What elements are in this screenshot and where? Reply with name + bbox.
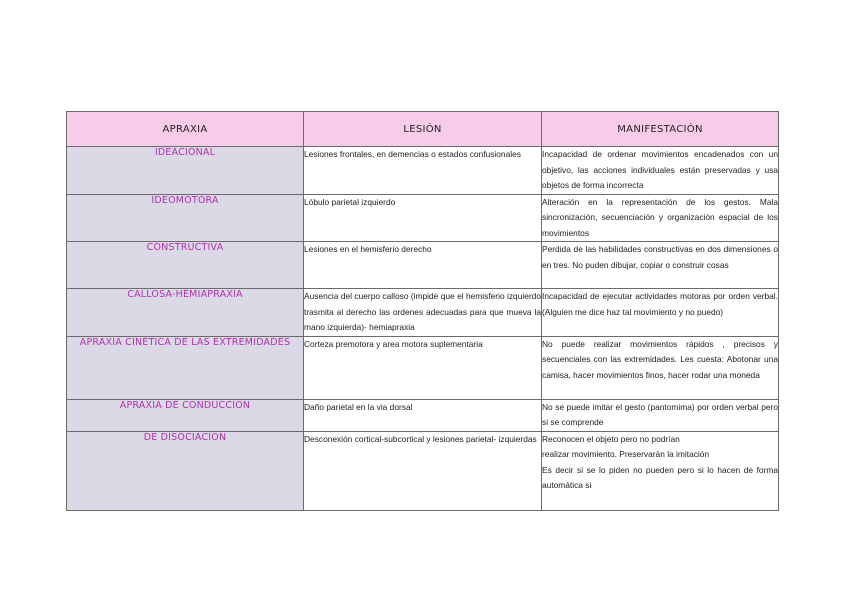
apraxia-type-cell: CALLOSA-HEMIAPRAXIA xyxy=(67,289,304,337)
header-apraxia: APRAXIA xyxy=(67,112,304,147)
manifestacion-line: realizar movimiento. Preservarán la imitación xyxy=(542,449,710,459)
table-header-row xyxy=(67,112,779,147)
manifestacion-cell: Incapacidad de ordenar movimientos encadenados con un objetivo, las acciones individuales están preservadas y usa objetos de forma incorrecta xyxy=(542,147,779,195)
manifestacion-line: Es decir si se lo piden no pueden pero si lo hacen de forma automática si xyxy=(542,464,778,490)
manifestacion-line: Reconocen el objeto pero no podrían xyxy=(542,433,680,444)
apraxia-type-cell: IDEOMOTORA xyxy=(67,194,304,242)
lesion-cell: Lóbulo parietal izquierdo xyxy=(304,194,542,242)
table-row xyxy=(67,399,779,431)
manifestacion-cell: No puede realizar movimientos rápidos , precisos y secuenciales con las extremidades. Les cuesta: Abotonar una camisa, hacer movimientos finos, hacer rodar una moneda xyxy=(542,336,779,399)
table-row xyxy=(67,336,779,399)
manifestacion-cell: No se puede imitar el gesto (pantomima) por orden verbal pero si se comprende xyxy=(542,399,779,431)
apraxia-type-cell: IDEACIONAL xyxy=(67,147,304,195)
table-row xyxy=(67,431,779,510)
apraxia-type-cell: DE DISOCIACIÓN xyxy=(67,431,304,510)
manifestacion-cell: Incapacidad de ejecutar actividades motoras por orden verbal. (Alguien me dice haz tal movimiento y no puedo) xyxy=(542,289,779,337)
manifestacion-cell: Alteración en la representación de los gestos. Mala sincronización, secuenciación y organización espacial de los movimientos xyxy=(542,194,779,242)
apraxia-type-cell: APRAXIA DE CONDUCCIÓN xyxy=(67,399,304,431)
header-manifestacion: MANIFESTACIÓN xyxy=(542,112,779,147)
table-row xyxy=(67,242,779,289)
apraxia-type-cell: CONSTRUCTIVA xyxy=(67,242,304,289)
apraxia-table xyxy=(66,111,779,511)
table-row xyxy=(67,147,779,195)
table-row xyxy=(67,194,779,242)
lesion-cell: Lesiones frontales, en demencias o estados confusionales xyxy=(304,147,542,195)
header-lesion: LESIÓN xyxy=(304,112,542,147)
manifestacion-cell: Perdida de las habilidades constructivas en dos dimensiones o en tres. No puden dibujar, copiar o construir cosas xyxy=(542,242,779,289)
lesion-cell: Corteza premotora y area motora suplementaria xyxy=(304,336,542,399)
lesion-cell: Desconexión cortical-subcortical y lesiones parietal- izquierdas xyxy=(304,431,542,510)
apraxia-type-cell: APRAXIA CINÉTICA DE LAS EXTREMIDADES xyxy=(67,336,304,399)
manifestacion-cell xyxy=(542,431,779,510)
lesion-cell: Lesiones en el hemisferio derecho xyxy=(304,242,542,289)
lesion-cell: Daño parietal en la via dorsal xyxy=(304,399,542,431)
lesion-cell: Ausencia del cuerpo calloso (impide que el hemisferio izquierdo trasmita al derecho las ordenes adecuadas para que mueva la mano izquierda)- hemiapraxia xyxy=(304,289,542,337)
table-row xyxy=(67,289,779,337)
